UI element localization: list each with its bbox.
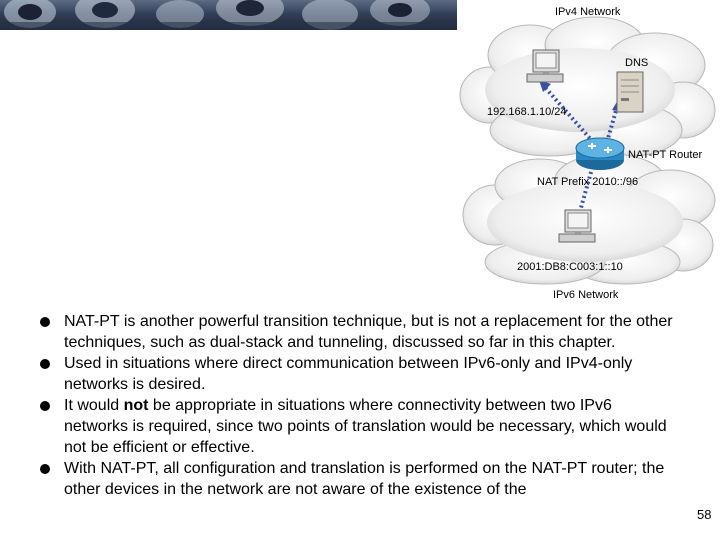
bullet-list xyxy=(40,311,680,500)
nat-pt-diagram xyxy=(455,0,720,305)
header-banner-image xyxy=(0,0,457,30)
ipv4-network-label: IPv4 Network xyxy=(555,6,621,18)
ipv6-network-label: IPv6 Network xyxy=(553,289,619,301)
bullet-text: Used in situations where direct communication between IPv6-only and IPv4-only networks is desired. xyxy=(64,355,633,393)
bullet-item xyxy=(40,458,680,500)
bullet-item xyxy=(40,353,680,395)
nat-prefix-label: NAT Prefix 2010::/96 xyxy=(537,176,639,188)
ipv6-host-address: 2001:DB8:C003:1::10 xyxy=(517,261,623,273)
bullet-item xyxy=(40,311,680,353)
slide-number: 58 xyxy=(697,507,712,522)
router-label: NAT-PT Router xyxy=(628,149,703,161)
bullet-dot-icon xyxy=(40,317,50,327)
bullet-text: be appropriate in situations where connectivity between two IPv6 networks is required, since two points of translation would be necessary, which would not be efficient or effective. xyxy=(64,397,667,456)
bullet-dot-icon xyxy=(40,359,50,369)
bullet-dot-icon xyxy=(40,401,50,411)
bullet-emphasis: not xyxy=(123,397,149,414)
bullet-item xyxy=(40,395,680,458)
nat-pt-router-icon xyxy=(576,138,624,170)
bullet-text: NAT-PT is another powerful transition technique, but is not a replacement for the other techniques, such as dual-stack and tunneling, discussed so far in this chapter. xyxy=(64,313,673,351)
dns-server-icon xyxy=(617,72,643,112)
banner-art xyxy=(0,0,457,30)
bullet-text: It would xyxy=(64,397,124,414)
dns-label: DNS xyxy=(625,57,649,69)
bullet-dot-icon xyxy=(40,464,50,474)
ipv4-cloud xyxy=(460,17,715,156)
bullet-text: With NAT-PT, all configuration and translation is performed on the NAT-PT router; the other devices in the network are not aware of the existence of the xyxy=(64,460,665,498)
ipv4-host-address: 192.168.1.10/24 xyxy=(487,106,567,118)
